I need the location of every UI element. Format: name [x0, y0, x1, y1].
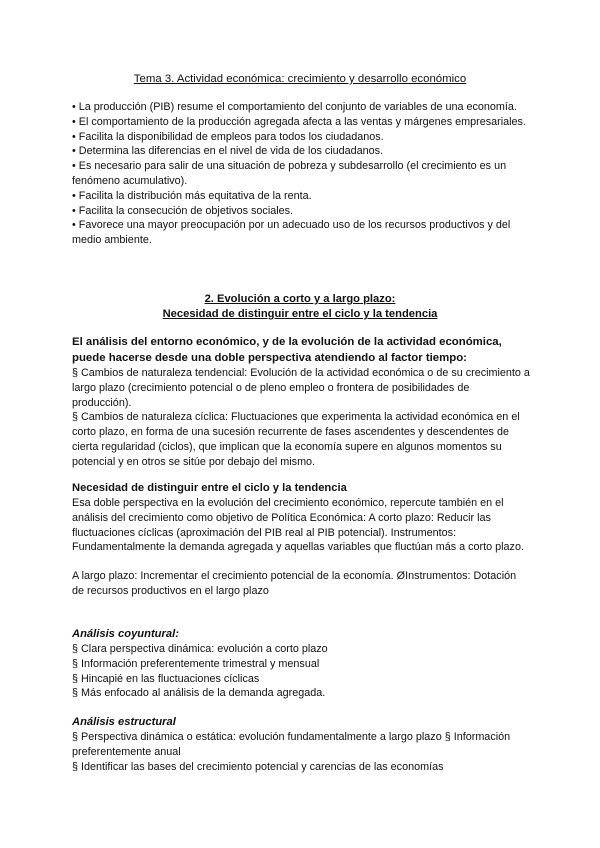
tendencial-item: § Cambios de naturaleza tendencial: Evolución de la actividad económica o de su crecimiento a largo plazo (crecimiento potencial o de pleno empleo o frontera de posibilidades de producción).	[72, 367, 530, 409]
bullet-item: • Facilita la disponibilidad de empleos para todos los ciudadanos.	[72, 130, 384, 143]
estructural-item: § Identificar las bases del crecimiento potencial y carencias de las economías	[72, 760, 444, 773]
bullet-item: • El comportamiento de la producción agregada afecta a las ventas y márgenes empresariales.	[72, 115, 526, 128]
ciclica-item: § Cambios de naturaleza cíclica: Fluctuaciones que experimenta la actividad económica en el corto plazo, en forma de una sucesión recurrente de fases ascendentes y descendentes de cierta regularidad (ciclos), que implican que la economía supere en algunos momentos su potencial y en otros se sitúe por debajo del mismo.	[72, 411, 520, 468]
coyuntural-item: § Más enfocado al análisis de la demanda agregada.	[72, 687, 326, 700]
estructural-section	[72, 715, 530, 774]
coyuntural-section	[72, 627, 530, 701]
bullet-item: • Es necesario para salir de una situación de pobreza y subdesarrollo (el crecimiento es un fenómeno acumulativo).	[72, 160, 507, 187]
necesidad-heading: Necesidad de distinguir entre el ciclo y la tendencia	[72, 482, 347, 494]
section-2-title: 2. Evolución a corto y a largo plazo:	[204, 293, 396, 305]
bullet-item: • Favorece una mayor preocupación por un adecuado uso de los recursos productivos y del medio ambiente.	[72, 219, 511, 247]
coyuntural-heading: Análisis coyuntural:	[72, 628, 179, 640]
bullet-item: • Facilita la distribución más equitativa de la renta.	[72, 189, 312, 202]
estructural-heading: Análisis estructural	[72, 716, 176, 728]
bullet-item: • Determina las diferencias en el nivel de vida de los ciudadanos.	[72, 145, 384, 158]
intro-bullet-list	[72, 100, 530, 248]
necesidad-section	[72, 481, 530, 599]
section-2-heading	[0, 292, 600, 322]
bullet-item: • La producción (PIB) resume el comportamiento del conjunto de variables de una economía.	[72, 101, 517, 113]
analysis-section	[72, 335, 530, 470]
page-title: Tema 3. Actividad económica: crecimiento y desarrollo económico	[133, 73, 467, 85]
bullet-item: • Facilita la consecución de objetivos sociales.	[72, 204, 294, 217]
coyuntural-item: § Clara perspectiva dinámica: evolución a corto plazo	[72, 643, 328, 655]
necesidad-paragraph: Esa doble perspectiva en la evolución del crecimiento económico, repercute también en el análisis del crecimiento como objetivo de Política Económica: A corto plazo: Reducir las fluctuaciones cíclicas (aproximación del PIB real al PIB potencial). Instrumentos: Fundamentalmente la demanda agregada y aquellas variables que fluctúan más a corto plazo.	[72, 497, 524, 554]
coyuntural-item: § Hincapié en las fluctuaciones cíclicas	[72, 672, 260, 685]
estructural-item: § Perspectiva dinámica o estática: evolución fundamentalmente a largo plazo § Información preferentemente anual	[72, 731, 511, 758]
coyuntural-item: § Información preferentemente trimestral y mensual	[72, 657, 320, 670]
analysis-lead: El análisis del entorno económico, y de la evolución de la actividad económica, puede hacerse desde una doble perspectiva atendiendo al factor tiempo:	[72, 336, 502, 364]
largo-plazo-paragraph: A largo plazo: Incrementar el crecimiento potencial de la economía. ØInstrumentos: Dotación de recursos productivos en el largo plazo	[72, 570, 517, 597]
section-2-subtitle: Necesidad de distinguir entre el ciclo y la tendencia	[162, 308, 438, 320]
